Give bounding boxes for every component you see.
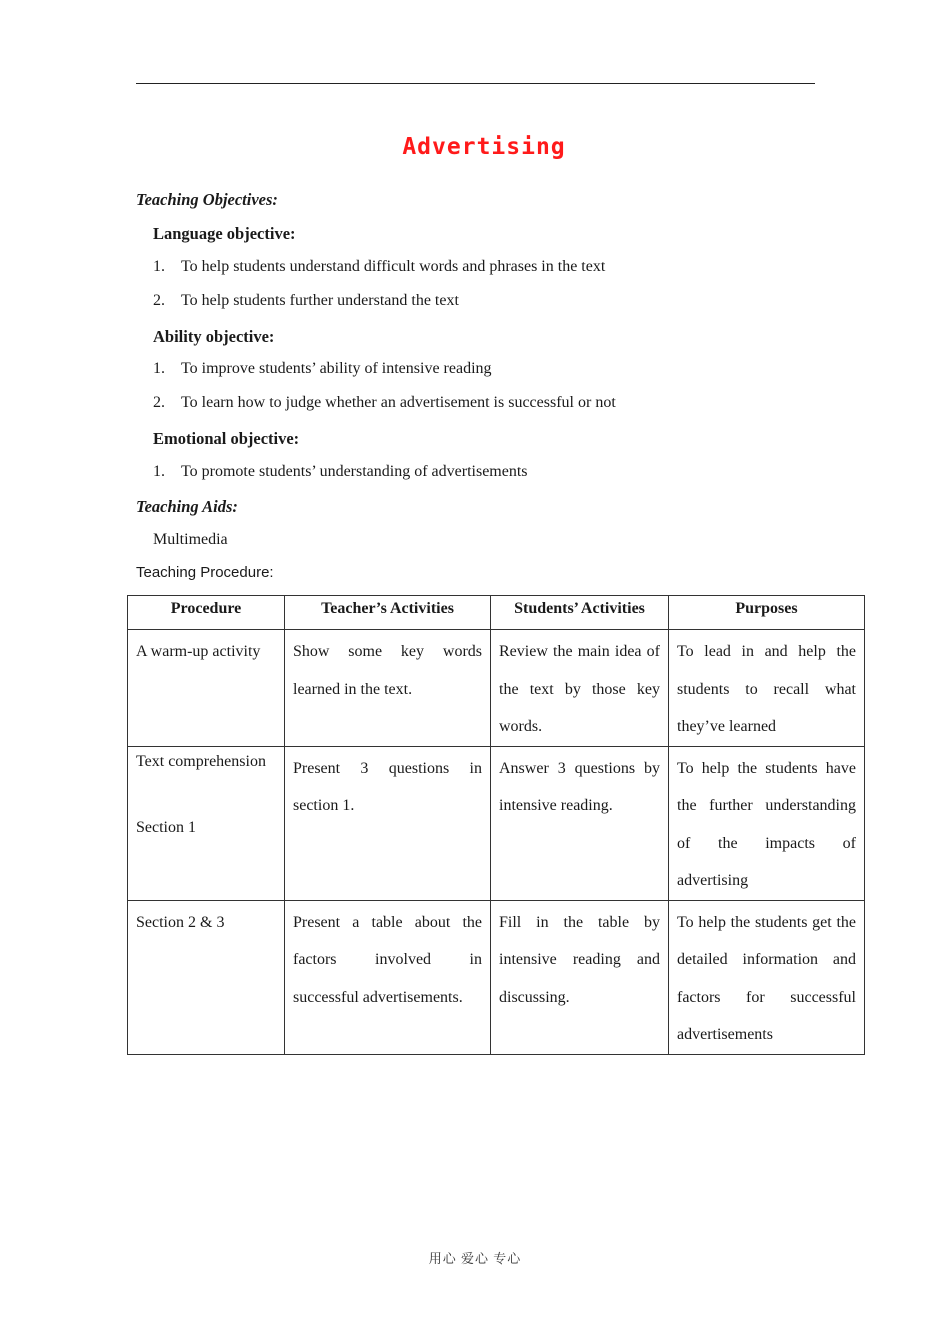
header-rule [136, 83, 815, 84]
students-activity-cell: Review the main idea of the text by those key words. [491, 630, 669, 747]
teaching-objectives-heading: Teaching Objectives: [136, 190, 278, 209]
procedure-text: A warm-up activity [136, 643, 261, 660]
column-header-students-activities: Students’ Activities [491, 596, 669, 630]
teacher-activity-cell: Present a table about the factors involved in successful advertisements. [285, 900, 491, 1054]
item-text: To learn how to judge whether an advertisement is successful or not [181, 394, 616, 411]
page-footer: 用心 爱心 专心 [428, 1251, 522, 1266]
purpose-cell: To help the students have the further understanding of the impacts of advertising [669, 746, 865, 900]
item-text: To help students further understand the text [181, 292, 459, 309]
emotional-objective-heading: Emotional objective: [153, 429, 300, 448]
table-row [128, 746, 865, 900]
teaching-aids-value: Multimedia [153, 531, 228, 548]
teacher-activity-cell: Present 3 questions in section 1. [285, 746, 491, 900]
item-number: 1. [153, 360, 165, 377]
item-number: 1. [153, 258, 165, 275]
procedure-cell [128, 746, 285, 900]
item-number: 1. [153, 463, 165, 480]
students-activity-cell: Answer 3 questions by intensive reading. [491, 746, 669, 900]
item-text: To improve students’ ability of intensive reading [181, 360, 492, 377]
procedure-cell [128, 630, 285, 747]
table-header-row [128, 596, 865, 630]
document-title: Advertising [402, 134, 566, 160]
teacher-activity-cell: Show some key words learned in the text. [285, 630, 491, 747]
item-text: To help students understand difficult words and phrases in the text [181, 258, 606, 275]
purpose-cell: To lead in and help the students to recall what they’ve learned [669, 630, 865, 747]
language-objective-item [153, 292, 459, 310]
column-header-teacher-activities: Teacher’s Activities [285, 596, 491, 630]
table-row [128, 630, 865, 747]
language-objective-item [153, 258, 605, 276]
item-number: 2. [153, 292, 165, 309]
item-text: To promote students’ understanding of advertisements [181, 463, 528, 480]
procedure-cell [128, 900, 285, 1054]
teaching-procedure-label: Teaching Procedure: [136, 564, 274, 581]
purpose-cell: To help the students get the detailed information and factors for successful advertisements [669, 900, 865, 1054]
procedure-text: Section 2 & 3 [136, 913, 225, 931]
ability-objective-item [153, 394, 616, 412]
ability-objective-heading: Ability objective: [153, 327, 275, 346]
teaching-aids-heading: Teaching Aids: [136, 497, 238, 516]
emotional-objective-item [153, 463, 528, 481]
table-row [128, 900, 865, 1054]
ability-objective-item [153, 360, 492, 378]
column-header-procedure: Procedure [128, 596, 285, 630]
procedure-subtext: Section 1 [136, 818, 196, 836]
procedure-text: Text comprehension [136, 752, 266, 770]
students-activity-cell: Fill in the table by intensive reading and discussing. [491, 900, 669, 1054]
language-objective-heading: Language objective: [153, 224, 296, 243]
column-header-purposes: Purposes [669, 596, 865, 630]
item-number: 2. [153, 394, 165, 411]
procedure-table [127, 595, 865, 1055]
